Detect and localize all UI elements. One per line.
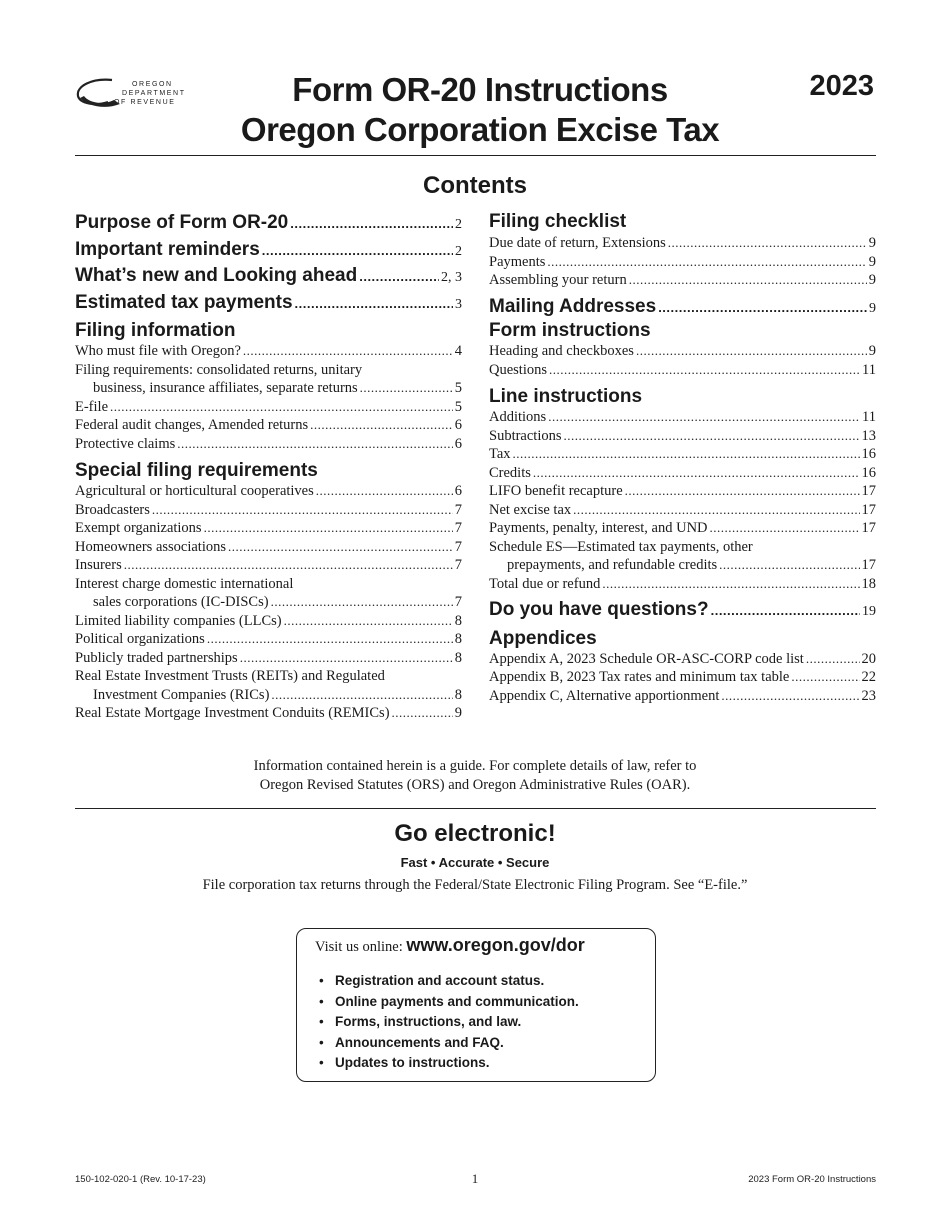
logo-wordmark <box>114 80 186 107</box>
logo-line-3: OF REVENUE <box>114 99 176 106</box>
toc-entry-homeowners[interactable]: Homeowners associations ..... 7 <box>75 538 462 557</box>
list-item: • Online payments and communication. <box>319 992 579 1013</box>
toc-entry-appendix-b[interactable]: Appendix B, 2023 Tax rates and minimum tax table ..... 22 <box>489 668 876 687</box>
contents-heading: Contents <box>423 172 527 199</box>
toc-entry-political[interactable]: Political organizations ..... 8 <box>75 630 462 649</box>
title-line-1: Form OR-20 Instructions <box>292 71 668 108</box>
legal-note-line-1: Information contained herein is a guide. For complete details of law, refer to <box>253 758 697 774</box>
toc-entry-mailing[interactable]: Mailing Addresses ..... 9 <box>489 294 876 321</box>
toc-entry-credits[interactable]: Credits ..... 16 <box>489 464 876 483</box>
legal-note <box>0 757 950 794</box>
toc-entry-reit-line2[interactable]: Investment Companies (RICs) ..... 8 <box>75 686 462 705</box>
toc-entry-questions-major[interactable]: Do you have questions? ..... 19 <box>489 597 876 624</box>
section-filing-information: Filing information <box>75 320 236 341</box>
toc-entry-icdisc-line2[interactable]: sales corporations (IC-DISCs) ..... 7 <box>75 593 462 612</box>
toc-entry-agricultural[interactable]: Agricultural or horticultural cooperatives ..... 6 <box>75 482 462 501</box>
toc-entry-schedule-es-line1[interactable]: Schedule ES—Estimated tax payments, other <box>489 538 753 555</box>
page-number: 1 <box>471 1171 479 1186</box>
leader-dots <box>359 263 439 291</box>
toc-entry-insurers[interactable]: Insurers ..... 7 <box>75 556 462 575</box>
toc-entry-who-must-file[interactable]: Who must file with Oregon? ..... 4 <box>75 342 462 361</box>
logo-line-2: DEPARTMENT <box>122 90 186 97</box>
toc-entry-whats-new[interactable]: What’s new and Looking ahead ..... 2, 3 <box>75 263 462 290</box>
toc-entry-icdisc-line1[interactable]: Interest charge domestic international <box>75 575 294 592</box>
footer-document-name: 2023 Form OR-20 Instructions <box>748 1174 876 1185</box>
toc-entry-appendix-a[interactable]: Appendix A, 2023 Schedule OR-ASC-CORP code list ..... 20 <box>489 650 876 669</box>
section-form-instructions: Form instructions <box>489 320 651 341</box>
go-electronic-title: Go electronic! <box>394 820 556 847</box>
leader-dots <box>290 210 453 238</box>
toc-entry-filing-req-line1[interactable]: Filing requirements: consolidated returns, unitary <box>75 361 363 378</box>
toc-entry-purpose[interactable]: Purpose of Form OR-20 ..... 2 <box>75 210 462 237</box>
section-divider <box>75 808 876 809</box>
visit-online <box>315 935 585 956</box>
toc-entry-subtractions[interactable]: Subtractions ..... 13 <box>489 427 876 446</box>
tax-year: 2023 <box>809 70 874 102</box>
toc-entry-reminders[interactable]: Important reminders ..... 2 <box>75 237 462 264</box>
go-electronic-subtitle: Fast • Accurate • Secure <box>400 855 550 870</box>
list-item: • Announcements and FAQ. <box>319 1033 579 1054</box>
toc-entry-federal-audit[interactable]: Federal audit changes, Amended returns ..... 6 <box>75 416 462 435</box>
toc-entry-llc[interactable]: Limited liability companies (LLCs) ..... 8 <box>75 612 462 631</box>
toc-entry-penalty[interactable]: Payments, penalty, interest, and UND ..... 17 <box>489 519 876 538</box>
toc-entry-schedule-es-line2[interactable]: prepayments, and refundable credits ..... 17 <box>489 556 876 575</box>
toc-entry-estimated[interactable]: Estimated tax payments ..... 3 <box>75 290 462 317</box>
dor-website-link[interactable]: www.oregon.gov/dor <box>406 935 585 955</box>
toc-left-column <box>75 210 462 723</box>
leader-dots <box>295 290 453 318</box>
list-item: • Forms, instructions, and law. <box>319 1012 579 1033</box>
toc-entry-tax[interactable]: Tax ..... 16 <box>489 445 876 464</box>
section-appendices: Appendices <box>489 627 597 649</box>
toc-entry-questions[interactable]: Questions ..... 11 <box>489 361 876 380</box>
toc-entry-assembling[interactable]: Assembling your return ..... 9 <box>489 271 876 290</box>
toc-entry-net-excise[interactable]: Net excise tax ..... 17 <box>489 501 876 520</box>
online-resources-box <box>296 928 656 1082</box>
toc-entry-total-due[interactable]: Total due or refund ..... 18 <box>489 575 876 594</box>
toc-entry-due-date[interactable]: Due date of return, Extensions ..... 9 <box>489 234 876 253</box>
document-title <box>190 70 770 150</box>
online-services-list <box>319 971 579 1074</box>
section-special-filing: Special filing requirements <box>75 460 318 481</box>
visit-label: Visit us online: <box>315 939 403 955</box>
toc-entry-efile[interactable]: E-file ..... 5 <box>75 398 462 417</box>
go-electronic-text: File corporation tax returns through the Federal/State Electronic Filing Program. See “E-file.” <box>202 877 748 893</box>
leader-dots <box>262 237 453 265</box>
header-divider <box>75 155 876 156</box>
toc-entry-protective-claims[interactable]: Protective claims ..... 6 <box>75 435 462 454</box>
toc-entry-exempt[interactable]: Exempt organizations ..... 7 <box>75 519 462 538</box>
toc-entry-lifo[interactable]: LIFO benefit recapture ..... 17 <box>489 482 876 501</box>
form-number: 150-102-020-1 (Rev. 10-17-23) <box>75 1174 206 1185</box>
title-line-2: Oregon Corporation Excise Tax <box>240 111 720 148</box>
list-item: • Registration and account status. <box>319 971 579 992</box>
list-item: • Updates to instructions. <box>319 1053 579 1074</box>
toc-entry-heading-checkboxes[interactable]: Heading and checkboxes ..... 9 <box>489 342 876 361</box>
section-line-instructions: Line instructions <box>489 386 643 407</box>
legal-note-line-2: Oregon Revised Statutes (ORS) and Oregon Administrative Rules (OAR). <box>259 776 691 793</box>
toc-entry-ptp[interactable]: Publicly traded partnerships ..... 8 <box>75 649 462 668</box>
toc-entry-remic[interactable]: Real Estate Mortgage Investment Conduits (REMICs) ..... 9 <box>75 704 462 723</box>
toc-entry-additions[interactable]: Additions ..... 11 <box>489 408 876 427</box>
toc-entry-reit-line1[interactable]: Real Estate Investment Trusts (REITs) and Regulated <box>75 668 385 684</box>
section-filing-checklist: Filing checklist <box>489 211 627 232</box>
toc-entry-appendix-c[interactable]: Appendix C, Alternative apportionment ..... 23 <box>489 687 876 706</box>
toc-entry-filing-req-line2[interactable]: business, insurance affiliates, separate returns ..... 5 <box>75 379 462 398</box>
toc-right-column <box>489 210 876 705</box>
toc-entry-payments[interactable]: Payments ..... 9 <box>489 253 876 272</box>
toc-entry-broadcasters[interactable]: Broadcasters ..... 7 <box>75 501 462 520</box>
logo-line-1: OREGON <box>132 81 173 88</box>
